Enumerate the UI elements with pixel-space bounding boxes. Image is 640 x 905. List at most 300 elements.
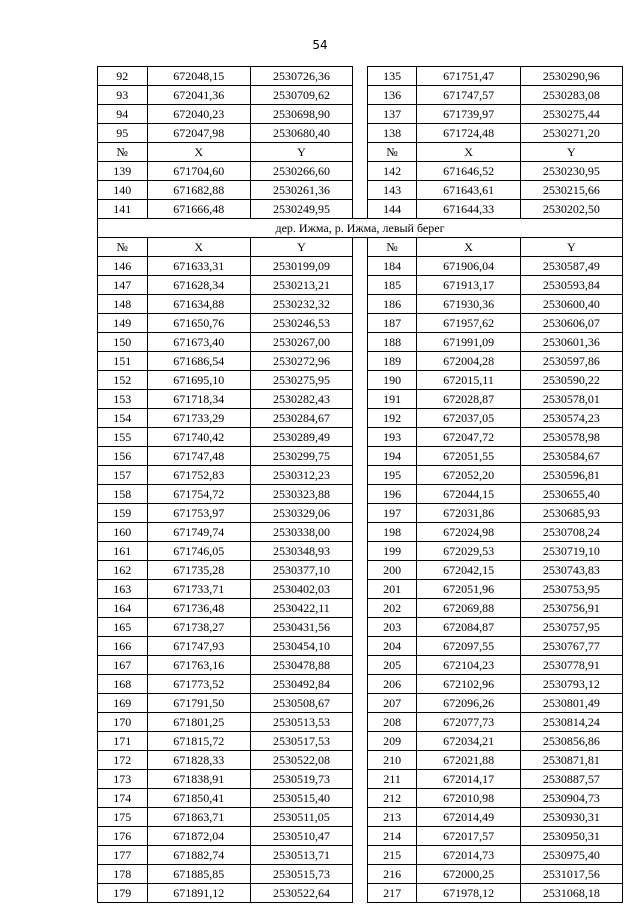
x-coordinate-cell: 671751,47 (417, 67, 520, 86)
x-coordinate-cell: 671666,48 (147, 200, 250, 219)
x-coordinate-cell: 671650,76 (147, 314, 250, 333)
table-row (98, 67, 623, 86)
y-coordinate-cell: 2530756,91 (520, 599, 622, 618)
y-coordinate-cell: 2530584,67 (520, 447, 622, 466)
point-number-cell: 192 (367, 409, 417, 428)
table-row (98, 827, 623, 846)
x-coordinate-cell: 672004,28 (417, 352, 520, 371)
column-gap (353, 352, 368, 371)
point-number-cell: 156 (98, 447, 148, 466)
y-coordinate-cell: 2530508,67 (250, 694, 352, 713)
x-coordinate-cell: 672077,73 (417, 713, 520, 732)
y-coordinate-cell: 2530329,06 (250, 504, 352, 523)
x-coordinate-cell: 671763,16 (147, 656, 250, 675)
x-coordinate-cell: 671704,60 (147, 162, 250, 181)
y-coordinate-cell: 2530515,40 (250, 789, 352, 808)
page-number: 54 (312, 38, 328, 52)
table-row (98, 485, 623, 504)
x-coordinate-cell: 671735,28 (147, 561, 250, 580)
column-gap (353, 523, 368, 542)
y-coordinate-cell: 2530266,60 (250, 162, 352, 181)
x-coordinate-cell: 672041,36 (147, 86, 250, 105)
x-coordinate-cell: 671634,88 (147, 295, 250, 314)
y-coordinate-cell: 2530275,95 (250, 371, 352, 390)
table-row (98, 295, 623, 314)
column-gap (353, 390, 368, 409)
x-coordinate-cell: 671736,48 (147, 599, 250, 618)
y-coordinate-cell: 2530249,95 (250, 200, 352, 219)
table-row (98, 409, 623, 428)
x-coordinate-cell: 671747,48 (147, 447, 250, 466)
column-gap (353, 789, 368, 808)
y-coordinate-cell: 2530338,00 (250, 523, 352, 542)
y-coordinate-cell: 2530767,77 (520, 637, 622, 656)
y-coordinate-cell: 2530601,36 (520, 333, 622, 352)
table-row (98, 789, 623, 808)
column-gap (353, 238, 368, 257)
y-coordinate-cell: 2530680,40 (250, 124, 352, 143)
table-row (98, 675, 623, 694)
point-number-cell: 172 (98, 751, 148, 770)
y-coordinate-cell: 2530283,08 (520, 86, 622, 105)
y-coordinate-cell: 2530402,03 (250, 580, 352, 599)
column-header-row (98, 143, 623, 162)
coordinates-table (97, 66, 623, 903)
point-number-cell: 159 (98, 504, 148, 523)
x-coordinate-cell: 672014,49 (417, 808, 520, 827)
x-coordinate-cell: 671740,42 (147, 428, 250, 447)
column-header-row (98, 238, 623, 257)
y-coordinate-cell: 2530743,83 (520, 561, 622, 580)
column-gap (353, 409, 368, 428)
column-gap (353, 485, 368, 504)
table-row (98, 124, 623, 143)
column-gap (353, 333, 368, 352)
point-number-cell: 148 (98, 295, 148, 314)
point-number-cell: 173 (98, 770, 148, 789)
column-gap (353, 827, 368, 846)
x-coordinate-cell: 672047,72 (417, 428, 520, 447)
y-coordinate-cell: 2530887,57 (520, 770, 622, 789)
y-header: Y (250, 143, 352, 162)
y-coordinate-cell: 2530522,64 (250, 884, 352, 903)
y-coordinate-cell: 2530323,88 (250, 485, 352, 504)
point-number-cell: 206 (367, 675, 417, 694)
point-number-cell: 136 (367, 86, 417, 105)
y-coordinate-cell: 2530597,86 (520, 352, 622, 371)
column-gap (353, 162, 368, 181)
point-number-cell: 187 (367, 314, 417, 333)
column-gap (353, 846, 368, 865)
y-coordinate-cell: 2530261,36 (250, 181, 352, 200)
x-coordinate-cell: 671753,97 (147, 504, 250, 523)
y-coordinate-cell: 2530517,53 (250, 732, 352, 751)
column-gap (353, 447, 368, 466)
x-coordinate-cell: 671747,57 (417, 86, 520, 105)
y-coordinate-cell: 2530515,73 (250, 865, 352, 884)
y-header: Y (520, 143, 622, 162)
y-coordinate-cell: 2530312,23 (250, 466, 352, 485)
x-coordinate-cell: 672031,86 (417, 504, 520, 523)
point-number-cell: 153 (98, 390, 148, 409)
table-row (98, 713, 623, 732)
table-row (98, 523, 623, 542)
y-coordinate-cell: 2530930,31 (520, 808, 622, 827)
point-number-cell: 196 (367, 485, 417, 504)
x-coordinate-cell: 671752,83 (147, 466, 250, 485)
column-gap (353, 618, 368, 637)
column-gap (353, 713, 368, 732)
y-coordinate-cell: 2530215,66 (520, 181, 622, 200)
column-gap (353, 257, 368, 276)
y-coordinate-cell: 2530478,88 (250, 656, 352, 675)
x-coordinate-cell: 671643,61 (417, 181, 520, 200)
point-number-cell: 164 (98, 599, 148, 618)
y-coordinate-cell: 2530230,95 (520, 162, 622, 181)
y-coordinate-cell: 2530513,53 (250, 713, 352, 732)
table-row (98, 447, 623, 466)
y-coordinate-cell: 2530950,31 (520, 827, 622, 846)
x-coordinate-cell: 672069,88 (417, 599, 520, 618)
column-gap (353, 580, 368, 599)
y-coordinate-cell: 2530757,95 (520, 618, 622, 637)
y-coordinate-cell: 2530871,81 (520, 751, 622, 770)
table-row (98, 599, 623, 618)
y-coordinate-cell: 2530522,08 (250, 751, 352, 770)
point-number-cell: 149 (98, 314, 148, 333)
column-gap (353, 808, 368, 827)
x-coordinate-cell: 672024,98 (417, 523, 520, 542)
y-coordinate-cell: 2530454,10 (250, 637, 352, 656)
x-header: X (417, 238, 520, 257)
section-title: дер. Ижма, р. Ижма, левый берег (98, 219, 623, 238)
column-gap (353, 637, 368, 656)
point-number-cell: 169 (98, 694, 148, 713)
point-number-cell: 198 (367, 523, 417, 542)
point-number-cell: 179 (98, 884, 148, 903)
table-row (98, 865, 623, 884)
y-coordinate-cell: 2530600,40 (520, 295, 622, 314)
x-coordinate-cell: 672096,26 (417, 694, 520, 713)
y-coordinate-cell: 2530282,43 (250, 390, 352, 409)
table-row (98, 732, 623, 751)
point-number-cell: 210 (367, 751, 417, 770)
y-coordinate-cell: 2530719,10 (520, 542, 622, 561)
x-coordinate-cell: 671733,29 (147, 409, 250, 428)
point-number-cell: 200 (367, 561, 417, 580)
point-number-cell: 184 (367, 257, 417, 276)
point-number-cell: 163 (98, 580, 148, 599)
table-row (98, 105, 623, 124)
x-coordinate-cell: 672021,88 (417, 751, 520, 770)
point-number-cell: 137 (367, 105, 417, 124)
y-coordinate-cell: 2530793,12 (520, 675, 622, 694)
y-coordinate-cell: 2530299,75 (250, 447, 352, 466)
point-number-cell: 205 (367, 656, 417, 675)
column-gap (353, 67, 368, 86)
x-coordinate-cell: 672042,15 (417, 561, 520, 580)
table-row (98, 181, 623, 200)
x-coordinate-cell: 672104,23 (417, 656, 520, 675)
point-number-cell: 155 (98, 428, 148, 447)
y-coordinate-cell: 2530275,44 (520, 105, 622, 124)
point-number-cell: 214 (367, 827, 417, 846)
y-coordinate-cell: 2530904,73 (520, 789, 622, 808)
table-row (98, 846, 623, 865)
table-row (98, 504, 623, 523)
x-coordinate-cell: 671673,40 (147, 333, 250, 352)
y-coordinate-cell: 2530202,50 (520, 200, 622, 219)
column-gap (353, 295, 368, 314)
table-row (98, 333, 623, 352)
point-number-cell: 208 (367, 713, 417, 732)
x-coordinate-cell: 671733,71 (147, 580, 250, 599)
point-number-cell: 138 (367, 124, 417, 143)
y-coordinate-cell: 2530377,10 (250, 561, 352, 580)
x-coordinate-cell: 671724,48 (417, 124, 520, 143)
number-header: № (367, 143, 417, 162)
point-number-cell: 93 (98, 86, 148, 105)
x-coordinate-cell: 671718,34 (147, 390, 250, 409)
x-coordinate-cell: 672037,05 (417, 409, 520, 428)
column-gap (353, 865, 368, 884)
table-row (98, 390, 623, 409)
y-coordinate-cell: 2530348,93 (250, 542, 352, 561)
point-number-cell: 139 (98, 162, 148, 181)
x-coordinate-cell: 672010,98 (417, 789, 520, 808)
point-number-cell: 174 (98, 789, 148, 808)
point-number-cell: 95 (98, 124, 148, 143)
point-number-cell: 178 (98, 865, 148, 884)
y-coordinate-cell: 2530587,49 (520, 257, 622, 276)
table-row (98, 257, 623, 276)
point-number-cell: 185 (367, 276, 417, 295)
point-number-cell: 142 (367, 162, 417, 181)
table-row (98, 466, 623, 485)
y-coordinate-cell: 2530578,98 (520, 428, 622, 447)
x-coordinate-cell: 671682,88 (147, 181, 250, 200)
point-number-cell: 140 (98, 181, 148, 200)
x-coordinate-cell: 671739,97 (417, 105, 520, 124)
table-row (98, 637, 623, 656)
table-row (98, 276, 623, 295)
point-number-cell: 203 (367, 618, 417, 637)
y-coordinate-cell: 2530856,86 (520, 732, 622, 751)
y-coordinate-cell: 2530510,47 (250, 827, 352, 846)
point-number-cell: 195 (367, 466, 417, 485)
point-number-cell: 166 (98, 637, 148, 656)
x-coordinate-cell: 671913,17 (417, 276, 520, 295)
point-number-cell: 212 (367, 789, 417, 808)
point-number-cell: 161 (98, 542, 148, 561)
y-coordinate-cell: 2530289,49 (250, 428, 352, 447)
point-number-cell: 143 (367, 181, 417, 200)
y-coordinate-cell: 2531017,56 (520, 865, 622, 884)
point-number-cell: 135 (367, 67, 417, 86)
x-coordinate-cell: 671695,10 (147, 371, 250, 390)
x-coordinate-cell: 671633,31 (147, 257, 250, 276)
x-coordinate-cell: 671747,93 (147, 637, 250, 656)
point-number-cell: 186 (367, 295, 417, 314)
y-coordinate-cell: 2530519,73 (250, 770, 352, 789)
x-coordinate-cell: 672034,21 (417, 732, 520, 751)
column-gap (353, 371, 368, 390)
x-coordinate-cell: 671850,41 (147, 789, 250, 808)
x-coordinate-cell: 671906,04 (417, 257, 520, 276)
x-coordinate-cell: 671815,72 (147, 732, 250, 751)
y-coordinate-cell: 2530655,40 (520, 485, 622, 504)
x-header: X (147, 238, 250, 257)
table-row (98, 428, 623, 447)
x-coordinate-cell: 672048,15 (147, 67, 250, 86)
point-number-cell: 201 (367, 580, 417, 599)
point-number-cell: 154 (98, 409, 148, 428)
x-coordinate-cell: 672052,20 (417, 466, 520, 485)
y-coordinate-cell: 2530284,67 (250, 409, 352, 428)
x-coordinate-cell: 671791,50 (147, 694, 250, 713)
y-header: Y (250, 238, 352, 257)
y-coordinate-cell: 2530685,93 (520, 504, 622, 523)
column-gap (353, 428, 368, 447)
table-row (98, 884, 623, 903)
table-row (98, 542, 623, 561)
x-coordinate-cell: 671930,36 (417, 295, 520, 314)
x-coordinate-cell: 671828,33 (147, 751, 250, 770)
column-gap (353, 561, 368, 580)
y-coordinate-cell: 2530698,90 (250, 105, 352, 124)
y-coordinate-cell: 2530213,21 (250, 276, 352, 295)
y-coordinate-cell: 2530267,00 (250, 333, 352, 352)
point-number-cell: 94 (98, 105, 148, 124)
point-number-cell: 197 (367, 504, 417, 523)
column-gap (353, 542, 368, 561)
x-coordinate-cell: 672051,96 (417, 580, 520, 599)
y-coordinate-cell: 2531068,18 (520, 884, 622, 903)
y-coordinate-cell: 2530778,91 (520, 656, 622, 675)
point-number-cell: 158 (98, 485, 148, 504)
point-number-cell: 193 (367, 428, 417, 447)
point-number-cell: 207 (367, 694, 417, 713)
table-row (98, 200, 623, 219)
point-number-cell: 150 (98, 333, 148, 352)
x-coordinate-cell: 671628,34 (147, 276, 250, 295)
column-gap (353, 276, 368, 295)
table-row (98, 770, 623, 789)
y-coordinate-cell: 2530578,01 (520, 390, 622, 409)
x-coordinate-cell: 672000,25 (417, 865, 520, 884)
point-number-cell: 211 (367, 770, 417, 789)
x-header: X (147, 143, 250, 162)
x-coordinate-cell: 671838,91 (147, 770, 250, 789)
x-coordinate-cell: 671891,12 (147, 884, 250, 903)
x-coordinate-cell: 672097,55 (417, 637, 520, 656)
y-coordinate-cell: 2530492,84 (250, 675, 352, 694)
column-gap (353, 314, 368, 333)
y-coordinate-cell: 2530272,96 (250, 352, 352, 371)
column-gap (353, 751, 368, 770)
table-row (98, 580, 623, 599)
x-coordinate-cell: 672084,87 (417, 618, 520, 637)
x-coordinate-cell: 672028,87 (417, 390, 520, 409)
column-gap (353, 181, 368, 200)
x-coordinate-cell: 672051,55 (417, 447, 520, 466)
table-row (98, 561, 623, 580)
x-coordinate-cell: 671978,12 (417, 884, 520, 903)
y-coordinate-cell: 2530975,40 (520, 846, 622, 865)
x-coordinate-cell: 671872,04 (147, 827, 250, 846)
section-title-row (98, 219, 623, 238)
column-gap (353, 599, 368, 618)
column-gap (353, 86, 368, 105)
point-number-cell: 141 (98, 200, 148, 219)
x-coordinate-cell: 671754,72 (147, 485, 250, 504)
x-coordinate-cell: 671863,71 (147, 808, 250, 827)
x-coordinate-cell: 671885,85 (147, 865, 250, 884)
point-number-cell: 151 (98, 352, 148, 371)
point-number-cell: 170 (98, 713, 148, 732)
point-number-cell: 191 (367, 390, 417, 409)
x-coordinate-cell: 671686,54 (147, 352, 250, 371)
number-header: № (367, 238, 417, 257)
point-number-cell: 202 (367, 599, 417, 618)
x-coordinate-cell: 671991,09 (417, 333, 520, 352)
x-coordinate-cell: 672029,53 (417, 542, 520, 561)
point-number-cell: 165 (98, 618, 148, 637)
y-coordinate-cell: 2530593,84 (520, 276, 622, 295)
point-number-cell: 209 (367, 732, 417, 751)
column-gap (353, 124, 368, 143)
table-row (98, 352, 623, 371)
y-coordinate-cell: 2530814,24 (520, 713, 622, 732)
x-coordinate-cell: 671644,33 (417, 200, 520, 219)
x-coordinate-cell: 671749,74 (147, 523, 250, 542)
point-number-cell: 147 (98, 276, 148, 295)
column-gap (353, 466, 368, 485)
table-row (98, 656, 623, 675)
table-row (98, 162, 623, 181)
table-row (98, 371, 623, 390)
column-gap (353, 770, 368, 789)
point-number-cell: 146 (98, 257, 148, 276)
point-number-cell: 213 (367, 808, 417, 827)
column-gap (353, 656, 368, 675)
x-coordinate-cell: 671801,25 (147, 713, 250, 732)
point-number-cell: 152 (98, 371, 148, 390)
x-coordinate-cell: 672015,11 (417, 371, 520, 390)
x-coordinate-cell: 671957,62 (417, 314, 520, 333)
x-coordinate-cell: 671746,05 (147, 542, 250, 561)
column-gap (353, 694, 368, 713)
point-number-cell: 190 (367, 371, 417, 390)
column-gap (353, 200, 368, 219)
x-coordinate-cell: 671773,52 (147, 675, 250, 694)
y-coordinate-cell: 2530596,81 (520, 466, 622, 485)
y-coordinate-cell: 2530271,20 (520, 124, 622, 143)
y-coordinate-cell: 2530753,95 (520, 580, 622, 599)
point-number-cell: 167 (98, 656, 148, 675)
point-number-cell: 216 (367, 865, 417, 884)
table-row (98, 86, 623, 105)
y-coordinate-cell: 2530513,71 (250, 846, 352, 865)
point-number-cell: 194 (367, 447, 417, 466)
y-coordinate-cell: 2530801,49 (520, 694, 622, 713)
y-coordinate-cell: 2530709,62 (250, 86, 352, 105)
column-gap (353, 884, 368, 903)
y-coordinate-cell: 2530199,09 (250, 257, 352, 276)
column-gap (353, 504, 368, 523)
point-number-cell: 215 (367, 846, 417, 865)
x-coordinate-cell: 672102,96 (417, 675, 520, 694)
